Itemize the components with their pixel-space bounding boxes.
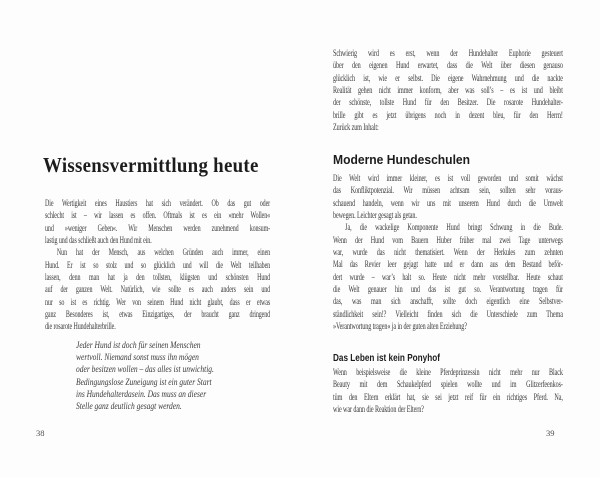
text-line: Ja, die wackelige Komponente Hund bringt Schwung in die Bude. <box>345 222 563 233</box>
text-line: lassen, denn man hat ja den tollsten, klügsten und schönsten Hund <box>45 272 271 283</box>
paragraph <box>333 47 563 133</box>
text-line: schlecht ist – wir lassen es offen. Oftmals ist es ein »mehr Wollen« <box>45 210 271 221</box>
text-line: nur so ist es richtig. Wer von seinem Hund nicht glaubt, dass er etwas <box>45 296 271 307</box>
right-intro-column <box>333 47 563 133</box>
text-line: Schwierig wird es erst, wenn der Hundehalter Euphorie gesteuert <box>333 48 563 58</box>
text-line: lastig und das schließt auch den Hund mit ein. <box>45 235 152 246</box>
text-line: bewegen. Leichter gesagt als getan. <box>333 210 417 221</box>
chapter-title: Wissensvermittlung heute <box>43 153 259 177</box>
text-line: tüm den Eltern erklärt hat, sie sei jetzt reif für ein richtiges Pferd. Na, <box>333 391 563 402</box>
left-body-column <box>45 197 270 333</box>
text-line: Beauty mit dem Schaukelpferd spielen wollte und im Glitzerfeenkos- <box>333 379 563 390</box>
text-line: Bedingungslose Zuneigung ist ein guter Start <box>76 377 212 388</box>
text-line: brille gibt es jetzt übrigens noch in dezent bleu, für den Herrn! <box>333 109 563 120</box>
block-quote <box>76 340 252 413</box>
paragraph <box>45 197 270 246</box>
text-line: und »weniger Geben«. Wir Menschen werden zunehmend konsum- <box>45 222 271 233</box>
text-line: über den eigenen Hund erwartet, dass die Welt über diesen genauso <box>333 60 563 71</box>
text-line: Nun hat der Mensch, aus welchen Gründen auch immer, einen <box>56 247 271 258</box>
text-line: die rosarote Hundehalterbrille. <box>45 321 116 332</box>
text-line: schauend handeln, wenn wir uns mit unserem Hund durch die Umwelt <box>333 197 563 208</box>
text-line: Stelle ganz deutlich gesagt werden. <box>76 402 182 413</box>
text-line: Die Welt wird immer kleiner, es ist voll geworden und somit wächst <box>333 173 563 183</box>
text-line: auf der ganzen Welt. Natürlich, wie sollte es auch anders sein und <box>45 284 271 295</box>
section2-body-column <box>333 366 563 415</box>
text-line: wertvoll. Niemand sonst muss ihn mögen <box>76 353 199 364</box>
text-line: Hund. Er ist so stolz und so glücklich und will die Welt teilhaben <box>45 259 271 270</box>
text-line: Die Wertigkeit eines Haustiers hat sich verändert. Ob das gut oder <box>45 198 271 208</box>
text-line: Wenn der Hund vom Bauern Huber früher mal zwei Tage unterwegs <box>333 234 563 245</box>
subsection-heading-das-leben-ist-kein-ponyhof: Das Leben ist kein Ponyhof <box>333 352 440 364</box>
text-line: oder besitzen wollen – das alles ist unwichtig. <box>76 365 214 376</box>
text-line: der schönste, tollste Hund für den Besitzer. Die rosarote Hundehalter- <box>333 97 563 108</box>
text-line: Jeder Hund ist doch für seinen Menschen <box>76 341 201 351</box>
text-line: ganz Besonderes ist, etwas Einzigartiges, der braucht ganz dringend <box>45 309 271 320</box>
paragraph <box>333 172 563 221</box>
paragraph <box>333 366 563 415</box>
text-line: »Verantwortung tragen« ja in der guten alten Erziehung? <box>333 321 467 332</box>
text-line: Zurück zum Inhalt: <box>333 122 379 133</box>
text-line: Mal das Revier leer gejagt hatte und er dann aus dem Bestand beför- <box>333 259 563 270</box>
text-line: wie war dann die Reaktion der Eltern? <box>333 404 424 415</box>
text-line: glücklich ist, wie er selbst. Die eigene Wahrnehmung und die nackte <box>333 72 563 83</box>
text-line: dert wurde – war’s halt so. Heute nicht mehr vorstellbar. Heute schaut <box>333 271 563 282</box>
text-line: ins Hundehalterdasein. Das muss an dieser <box>76 389 207 400</box>
paragraph <box>45 246 270 332</box>
text-line: das Konfliktpotenzial. Wir müssen achtsam sein, sollten sehr voraus- <box>333 185 563 196</box>
page-number-left: 38 <box>36 428 45 438</box>
text-line: Realität gehen nicht immer konform, aber was soll’s – es ist und bleibt <box>333 85 563 96</box>
paragraph <box>333 221 563 332</box>
text-line: war, wurde das nicht thematisiert. Wenn der Herkules zum zehnten <box>333 247 563 258</box>
text-line: die Welt genauer hin und das ist gut so. Verantwortung tragen für <box>333 284 563 295</box>
section1-body-column <box>333 172 563 332</box>
text-line: ständlichkeit sein!? Vielleicht finden sich die Unterschiede zum Thema <box>333 308 563 319</box>
page-number-right: 39 <box>546 428 555 438</box>
text-line: das, was man sich anschafft, sollte doch eigentlich eine Selbstver- <box>333 296 563 307</box>
text-line: Wenn beispielsweise die kleine Pferdeprinzessin nicht mehr nur Black <box>333 367 563 377</box>
section-heading-moderne-hundeschulen: Moderne Hundeschulen <box>333 152 471 167</box>
